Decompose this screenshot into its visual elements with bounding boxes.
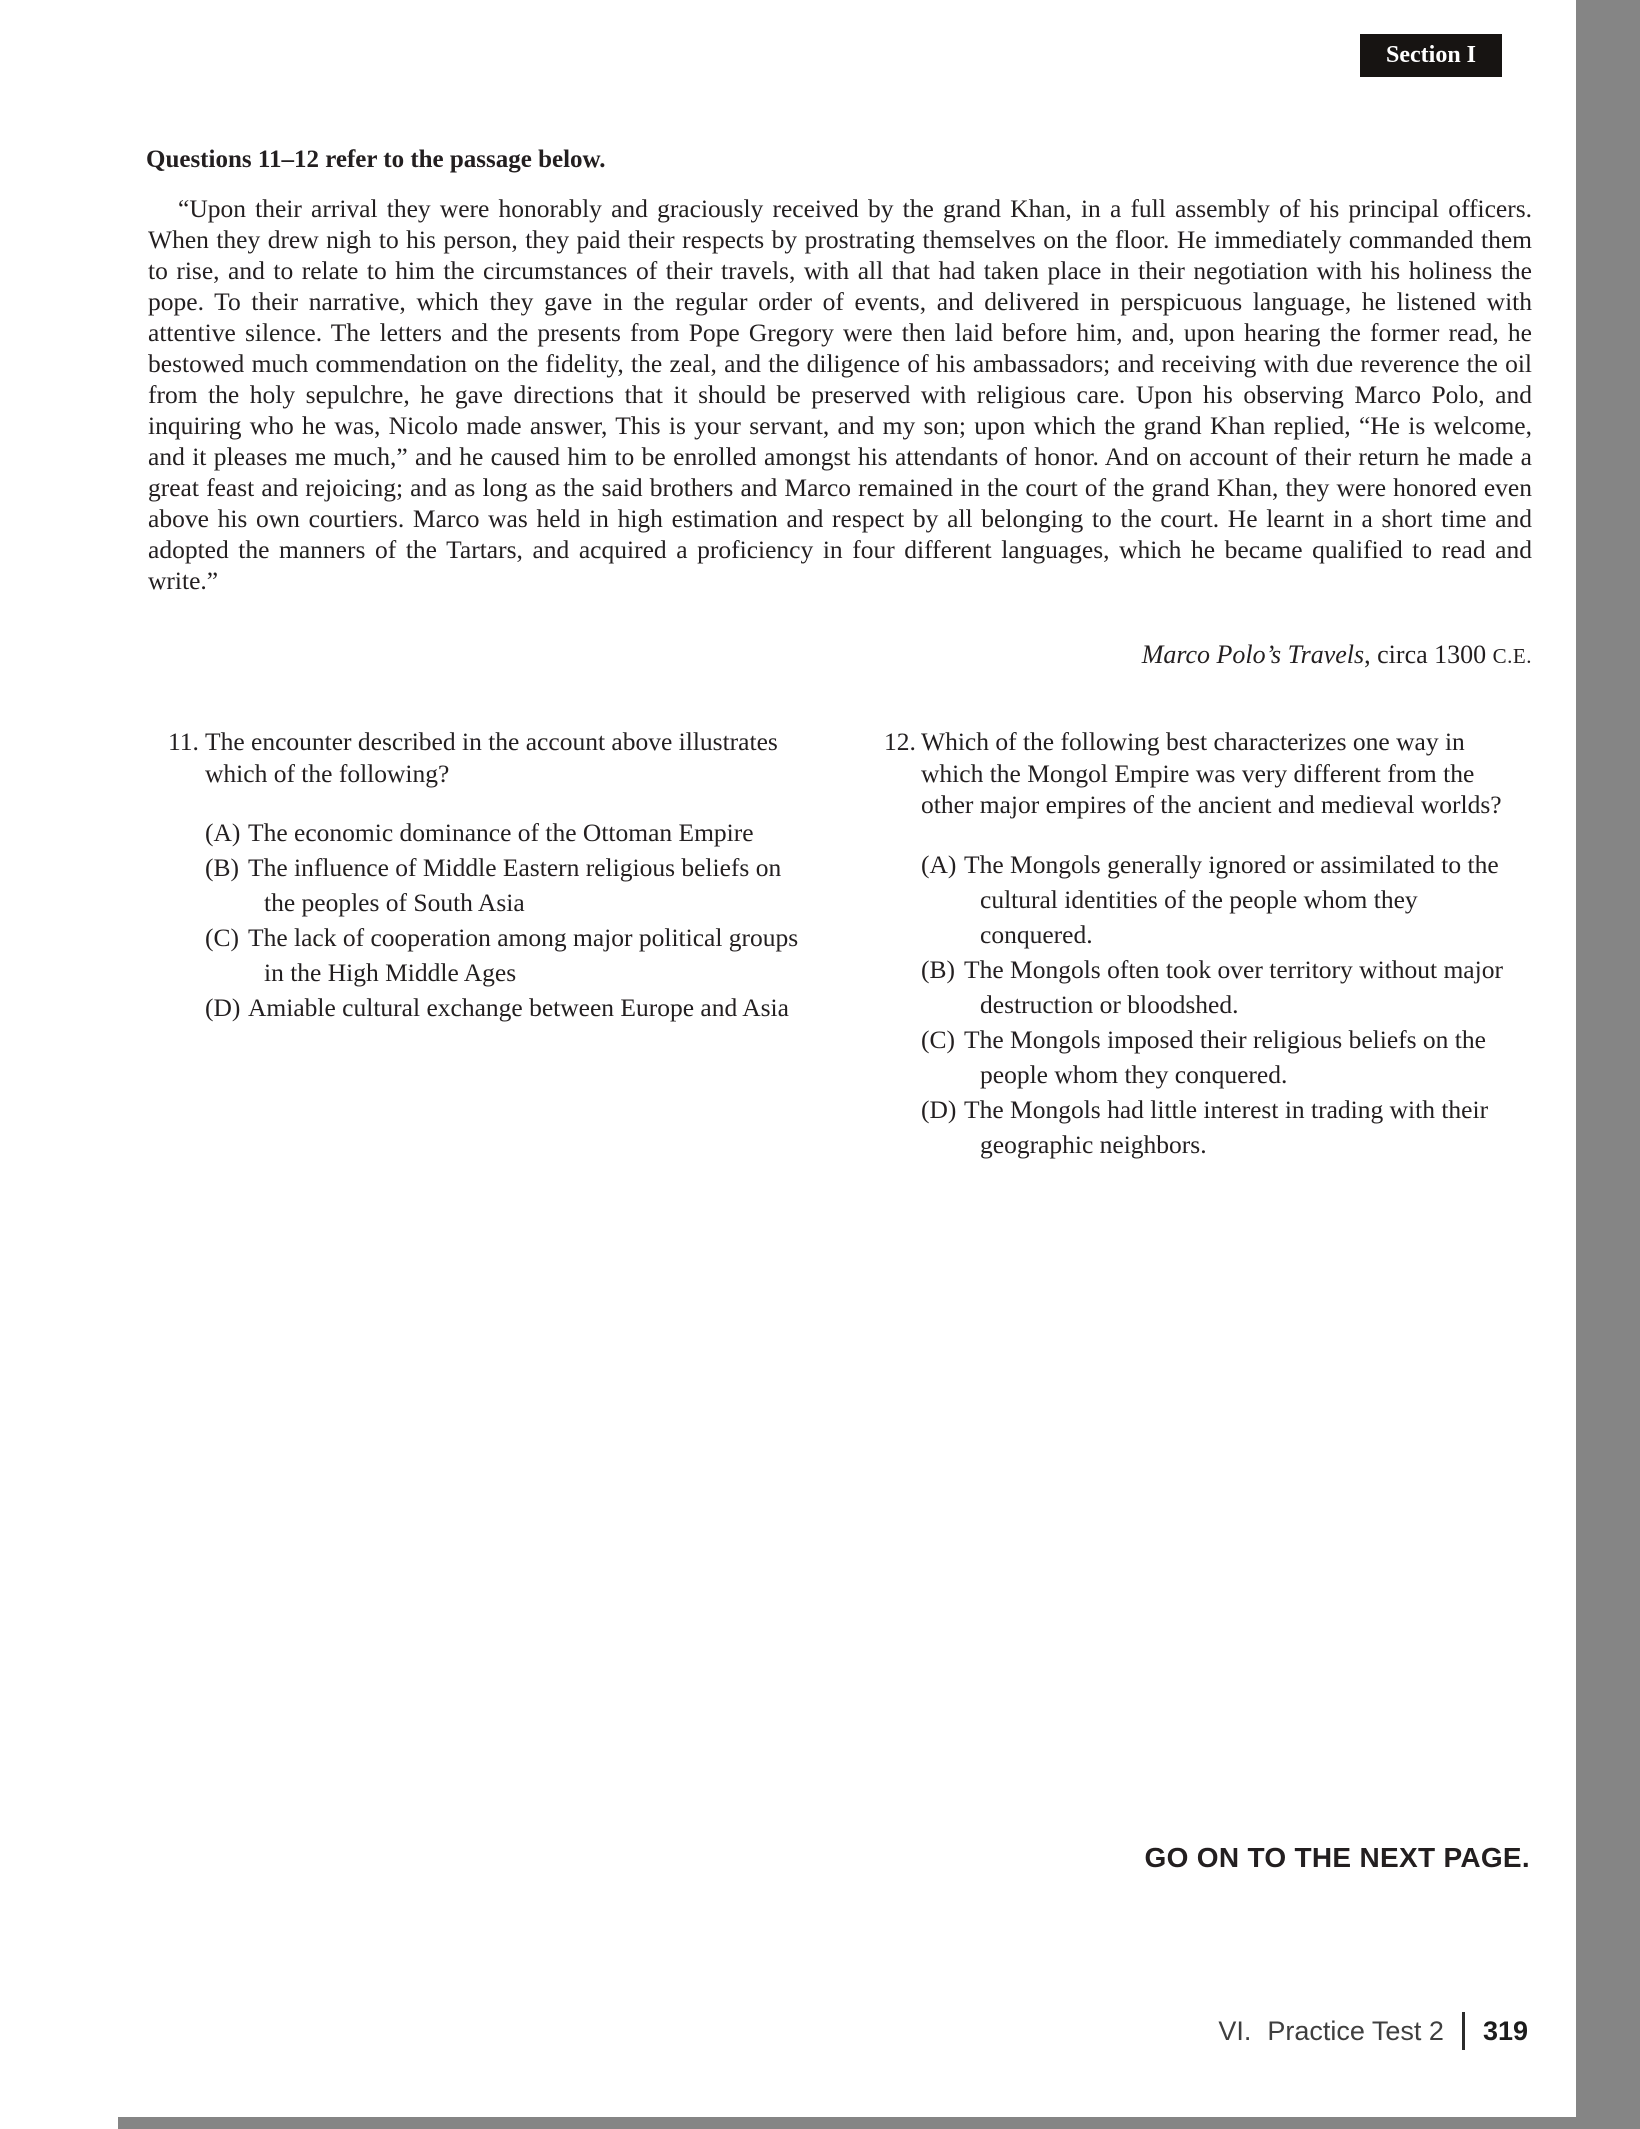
footer-page-number: 319 (1482, 2015, 1528, 2046)
page-edge-bar-right (1576, 0, 1640, 2129)
section-badge-label: Section I (1386, 42, 1476, 68)
go-on-instruction: GO ON TO THE NEXT PAGE. (1144, 1842, 1530, 1873)
option-text: The Mongols often took over territory without major destruction or bloodshed. (964, 954, 1503, 1019)
option-label: (A) (205, 818, 241, 847)
option-label: (C) (921, 1024, 955, 1054)
answer-option-a (205, 815, 808, 850)
question-text: Which of the following best characterizes one way in which the Mongol Empire was very different from the other major empires of the ancient and medieval worlds? (921, 727, 1502, 819)
page-edge-bar-bottom (118, 2117, 1640, 2129)
answer-option-d (921, 1092, 1532, 1162)
answer-option-b (205, 850, 808, 920)
answer-options (205, 815, 808, 1025)
option-text: The lack of cooperation among major political groups in the High Middle Ages (248, 923, 799, 987)
passage-text: “Upon their arrival they were honorably and graciously received by the grand Khan, in a full assembly of his principal officers. When they drew nigh to his person, they paid their respects by prostrating themselves on the floor. He immediately commanded them to rise, and to relate to him the circumstances of their travels, with all that had taken place in their negotiation with his holiness the pope. To their narrative, which they gave in the regular order of events, and delivered in perspicuous language, he listened with attentive silence. The letters and the presents from Pope Gregory were then laid before him, and, upon hearing the former read, he bestowed much commendation on the fidelity, the zeal, and the diligence of his ambassadors; and receiving with due reverence the oil from the holy sepulchre, he gave directions that it should be preserved with religious care. Upon his observing Marco Polo, and inquiring who he was, Nicolo made answer, This is your servant, and my son; upon which the grand Khan replied, “He is welcome, and it pleases me much,” and he caused him to be enrolled amongst his attendants of honor. And on account of their return he made a great feast and rejoicing; and as long as the said brothers and Marco remained in the court of the grand Khan, they were honored even above his own courtiers. Marco was held in high estimation and respect by all belonging to the court. He learnt in a short time and adopted the manners of the Tartars, and acquired a proficiency in four different languages, which he became qualified to read and write.” (148, 194, 1532, 595)
page-footer (1218, 2012, 1528, 2050)
option-text: The Mongols imposed their religious beliefs on the people whom they conquered. (964, 1024, 1486, 1089)
question-number: 11. (168, 727, 199, 756)
answer-option-b (921, 952, 1532, 1022)
attribution-era: C.E. (1492, 644, 1532, 668)
option-label: (A) (921, 849, 957, 879)
answer-option-d (205, 990, 808, 1025)
option-label: (B) (205, 853, 239, 882)
footer-divider (1462, 2012, 1465, 2050)
question-11 (168, 726, 808, 1025)
question-number: 12. (884, 727, 916, 756)
option-text: The Mongols generally ignored or assimilated to the cultural identities of the people whom they conquered. (964, 849, 1499, 949)
option-text: The Mongols had little interest in trading with their geographic neighbors. (964, 1094, 1489, 1159)
question-text: The encounter described in the account above illustrates which of the following? (205, 727, 778, 788)
footer-chapter-title: Practice Test 2 (1267, 2015, 1444, 2046)
option-label: (D) (205, 993, 241, 1022)
attribution-circa: , circa 1300 (1364, 640, 1493, 669)
question-12 (884, 726, 1532, 1162)
option-label: (B) (921, 954, 955, 984)
answer-option-c (921, 1022, 1532, 1092)
answer-option-a (921, 847, 1532, 952)
passage-attribution (148, 640, 1532, 670)
option-text: The influence of Middle Eastern religious beliefs on the peoples of South Asia (248, 853, 782, 917)
option-label: (D) (921, 1094, 957, 1124)
answer-option-c (205, 920, 808, 990)
section-badge (1360, 34, 1502, 77)
option-text: Amiable cultural exchange between Europe and Asia (248, 993, 789, 1022)
option-text: The economic dominance of the Ottoman Empire (248, 818, 754, 847)
questions-header: Questions 11–12 refer to the passage below. (146, 146, 606, 173)
source-title: Marco Polo’s Travels (1141, 640, 1365, 669)
option-label: (C) (205, 923, 239, 952)
answer-options (921, 847, 1532, 1162)
footer-chapter-number: VI. (1218, 2015, 1252, 2046)
